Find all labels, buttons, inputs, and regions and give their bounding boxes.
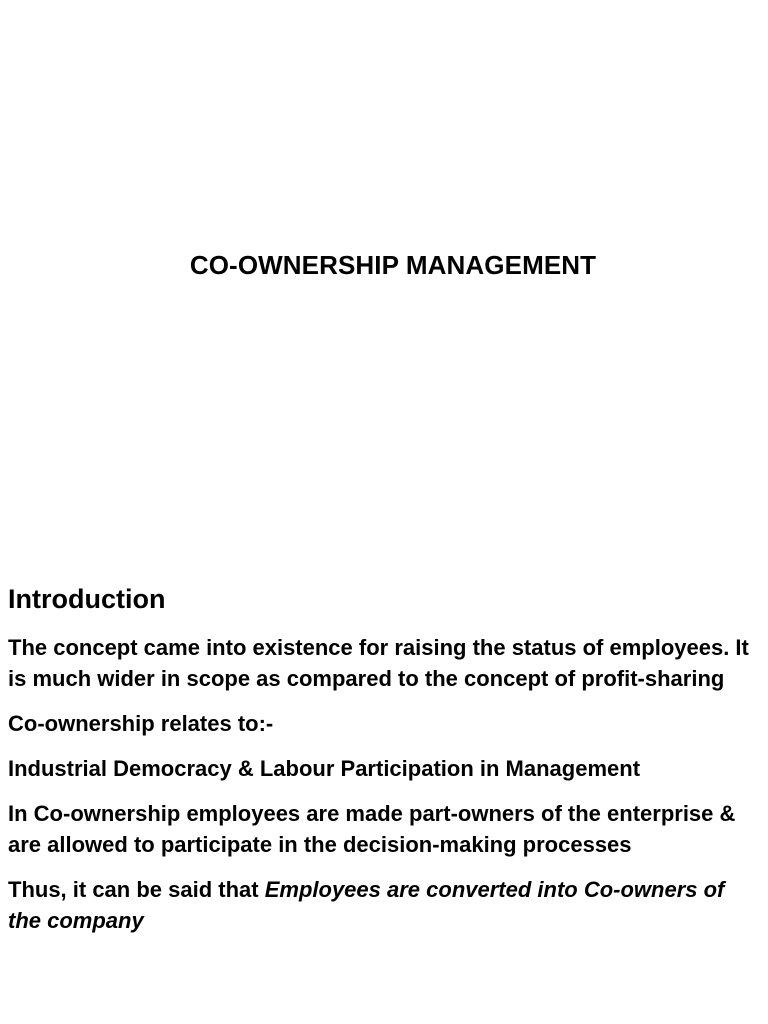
paragraph-concept: The concept came into existence for raising the status of employees. It is much wider in scope as compared to the concept of profit-sharing bbox=[8, 635, 749, 691]
paragraph-part-owners: In Co-ownership employees are made part-owners of the enterprise & are allowed to participate in the decision-making processes bbox=[8, 801, 736, 857]
paragraph-relates-to: Co-ownership relates to:- bbox=[8, 711, 274, 736]
document-title: CO-OWNERSHIP MANAGEMENT bbox=[189, 250, 597, 280]
introduction-section bbox=[8, 580, 760, 950]
section-heading: Introduction bbox=[8, 584, 166, 614]
conclusion-emphasis: Employees are converted into Co-owners of the company bbox=[8, 877, 725, 933]
conclusion-lead: Thus, it can be said that bbox=[8, 877, 265, 902]
paragraph-conclusion bbox=[8, 874, 760, 936]
paragraph-industrial-democracy: Industrial Democracy & Labour Participation in Management bbox=[8, 756, 641, 781]
